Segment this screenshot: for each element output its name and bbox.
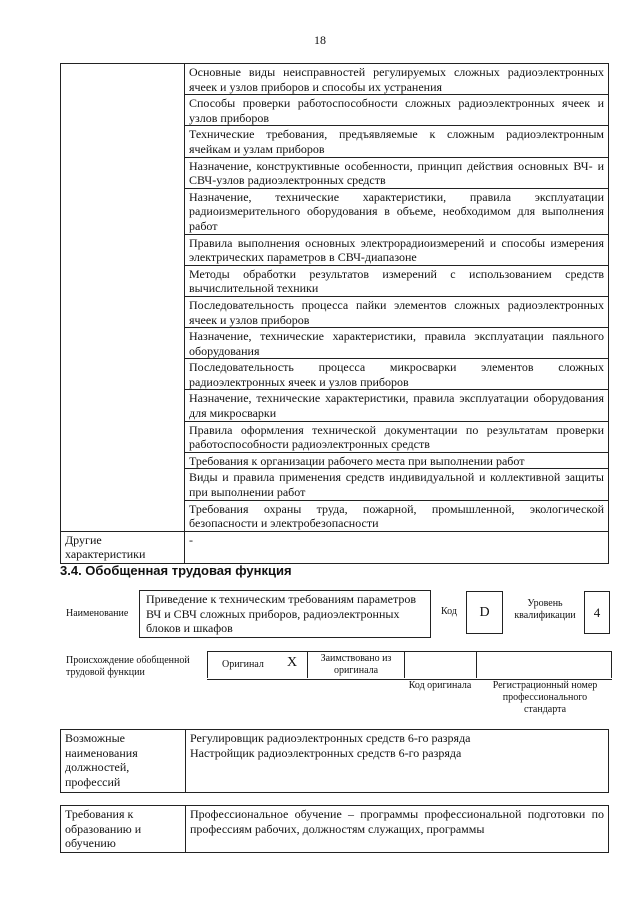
borrowed-label: Заимствовано из оригинала (320, 653, 392, 676)
knowledge-item: Последовательность процесса микросварки элементов сложных радиоэлектронных ячеек и узлов приборов (185, 359, 609, 390)
knowledge-item: Основные виды неисправностей регулируемых сложных радиоэлектронных ячеек и узлов приборов и способы их устранения (185, 64, 609, 95)
knowledge-label-cell (61, 64, 185, 532)
knowledge-table (60, 63, 609, 564)
knowledge-item: Последовательность процесса пайки элементов сложных радиоэлектронных ячеек и узлов приборов (185, 296, 609, 327)
knowledge-item: Требования к организации рабочего места при выполнении работ (185, 452, 609, 469)
positions-cell (186, 730, 609, 793)
position-item: Настройщик радиоэлектронных средств 6-го разряда (190, 745, 462, 760)
positions-table (60, 729, 609, 793)
other-characteristics-label: Другие характеристики (61, 531, 185, 563)
level-label: Уровень квалификации (514, 598, 576, 621)
page-number: 18 (314, 33, 326, 47)
knowledge-item: Назначение, технические характеристики, правила эксплуатации паяльного оборудования (185, 328, 609, 359)
qualification-level-box: 4 (584, 591, 610, 634)
code-caption: Код оригинала (408, 680, 472, 691)
other-characteristics-value: - (185, 531, 609, 563)
knowledge-row (61, 64, 609, 95)
education-table (60, 805, 609, 853)
other-characteristics-row (61, 531, 609, 563)
knowledge-item: Виды и правила применения средств индивидуальной и коллективной защиты при выполнении работ (185, 469, 609, 500)
origin-row (207, 651, 612, 680)
original-mark: X (287, 655, 298, 670)
function-name-box: Приведение к техническим требованиям параметров ВЧ и СВЧ сложных приборов, радиоэлектронных блоков и шкафов (139, 590, 431, 638)
knowledge-item: Назначение, технические характеристики, правила эксплуатации радиоизмерительного оборудования в объеме, необходимом для выполнения работ (185, 188, 609, 234)
name-label: Наименование (66, 608, 129, 619)
knowledge-item: Требования охраны труда, пожарной, промышленной, экологической безопасности и электробезопасности (185, 500, 609, 531)
positions-label: Возможные наименования должностей, профессий (61, 730, 186, 793)
education-value: Профессиональное обучение – программы профессиональной подготовки по профессиям рабочих, должностям служащих, программы (186, 806, 609, 853)
knowledge-item: Технические требования, предъявляемые к сложным радиоэлектронным ячейкам и узлам приборов (185, 126, 609, 157)
registration-caption: Регистрационный номер профессионального стандарта (492, 680, 598, 715)
knowledge-item: Назначение, технические характеристики, правила эксплуатации оборудования для микросварки (185, 390, 609, 421)
original-label: Оригинал (222, 659, 264, 670)
position-item: Регулировщик радиоэлектронных средств 6-го разряда (190, 731, 471, 745)
knowledge-item: Методы обработки результатов измерений с использованием средств вычислительной техники (185, 265, 609, 296)
section-title: 3.4. Обобщенная трудовая функция (60, 563, 292, 578)
code-label: Код (441, 606, 457, 617)
knowledge-item: Способы проверки работоспособности сложных радиоэлектронных ячеек и узлов приборов (185, 95, 609, 126)
origin-label: Происхождение обобщенной трудовой функции (66, 655, 190, 678)
function-code-box: D (466, 591, 503, 634)
knowledge-item: Правила выполнения основных электрорадиоизмерений и способы измерения электрических параметров в СВЧ-диапазоне (185, 234, 609, 265)
education-label: Требования к образованию и обучению (61, 806, 186, 853)
knowledge-item: Правила оформления технической документации по результатам проверки работоспособности радиоэлектронных средств (185, 421, 609, 452)
knowledge-item: Назначение, конструктивные особенности, принцип действия основных ВЧ- и СВЧ-узлов радиоэлектронных средств (185, 157, 609, 188)
